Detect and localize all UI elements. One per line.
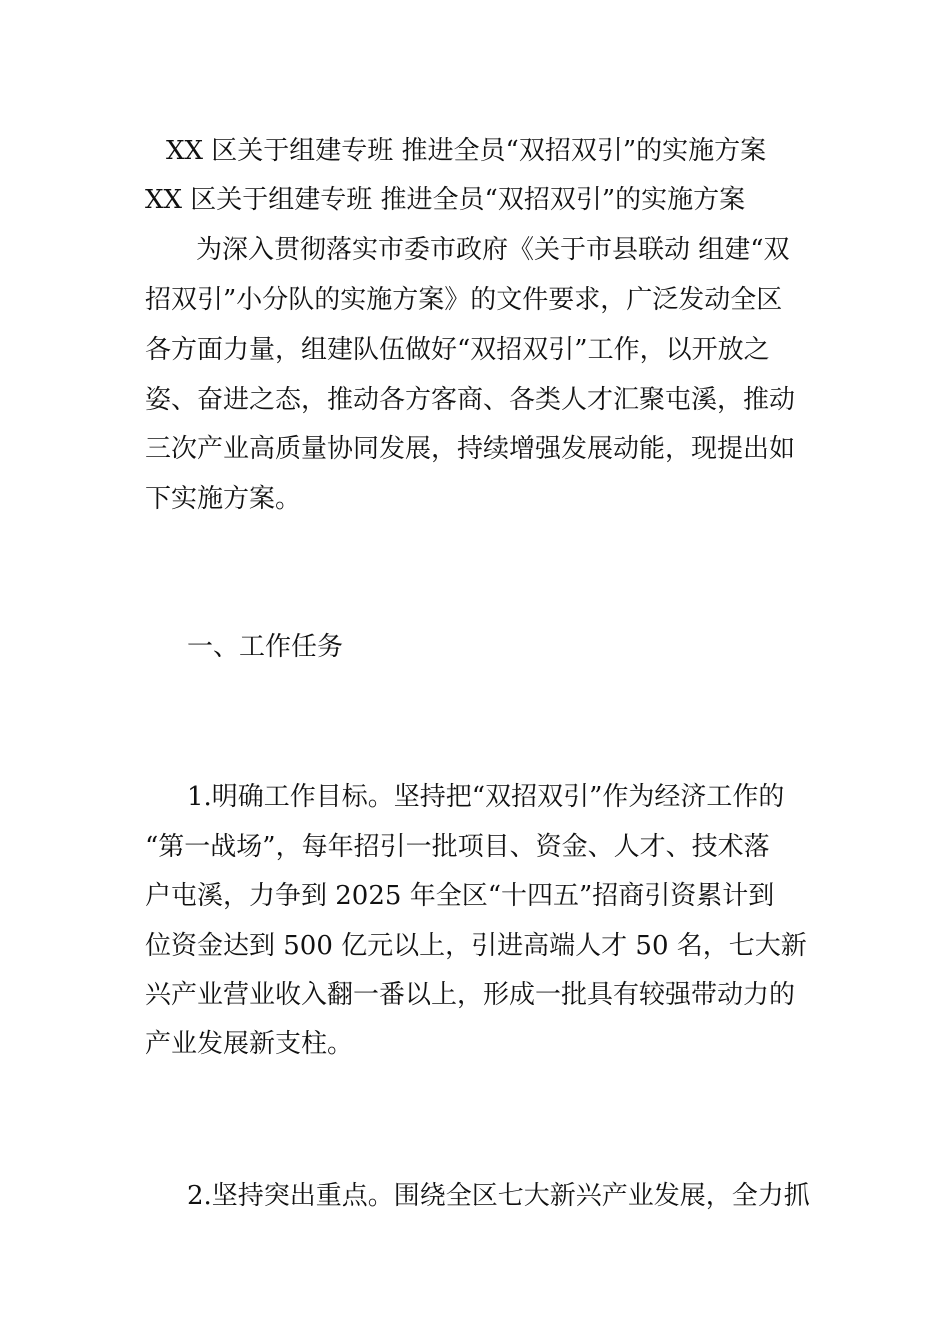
item-1-line-2: “第一战场”，每年招引一批项目、资金、人才、技术落 (145, 832, 770, 862)
item-1-line-3: 户屯溪，力争到 2025 年全区“十四五”招商引资累计到 (145, 881, 775, 911)
item-1-line-4: 位资金达到 500 亿元以上，引进高端人才 50 名，七大新 (145, 931, 807, 961)
document-title-line-2: XX 区关于组建专班 推进全员“双招双引”的实施方案 (145, 185, 746, 215)
section-heading-work-tasks: 一、工作任务 (187, 632, 344, 662)
intro-line-2: 招双引”小分队的实施方案》的文件要求，广泛发动全区 (145, 285, 783, 315)
item-2-line-1: 2.坚持突出重点。围绕全区七大新兴产业发展，全力抓 (187, 1181, 810, 1211)
item-1-line-5: 兴产业营业收入翻一番以上，形成一批具有较强带动力的 (145, 980, 796, 1010)
intro-line-6: 下实施方案。 (145, 484, 302, 514)
intro-line-5: 三次产业高质量协同发展，持续增强发展动能，现提出如 (145, 434, 796, 464)
item-1-line-1: 1.明确工作目标。坚持把“双招双引”作为经济工作的 (187, 782, 785, 812)
item-1-line-6: 产业发展新支柱。 (145, 1029, 354, 1059)
document-title-line-1: XX 区关于组建专班 推进全员“双招双引”的实施方案 (166, 136, 767, 166)
intro-line-1: 为深入贯彻落实市委市政府《关于市县联动 组建“双 (196, 235, 790, 265)
intro-line-4: 姿、奋进之态，推动各方客商、各类人才汇聚屯溪，推动 (145, 385, 796, 415)
intro-line-3: 各方面力量，组建队伍做好“双招双引”工作，以开放之 (145, 335, 770, 365)
